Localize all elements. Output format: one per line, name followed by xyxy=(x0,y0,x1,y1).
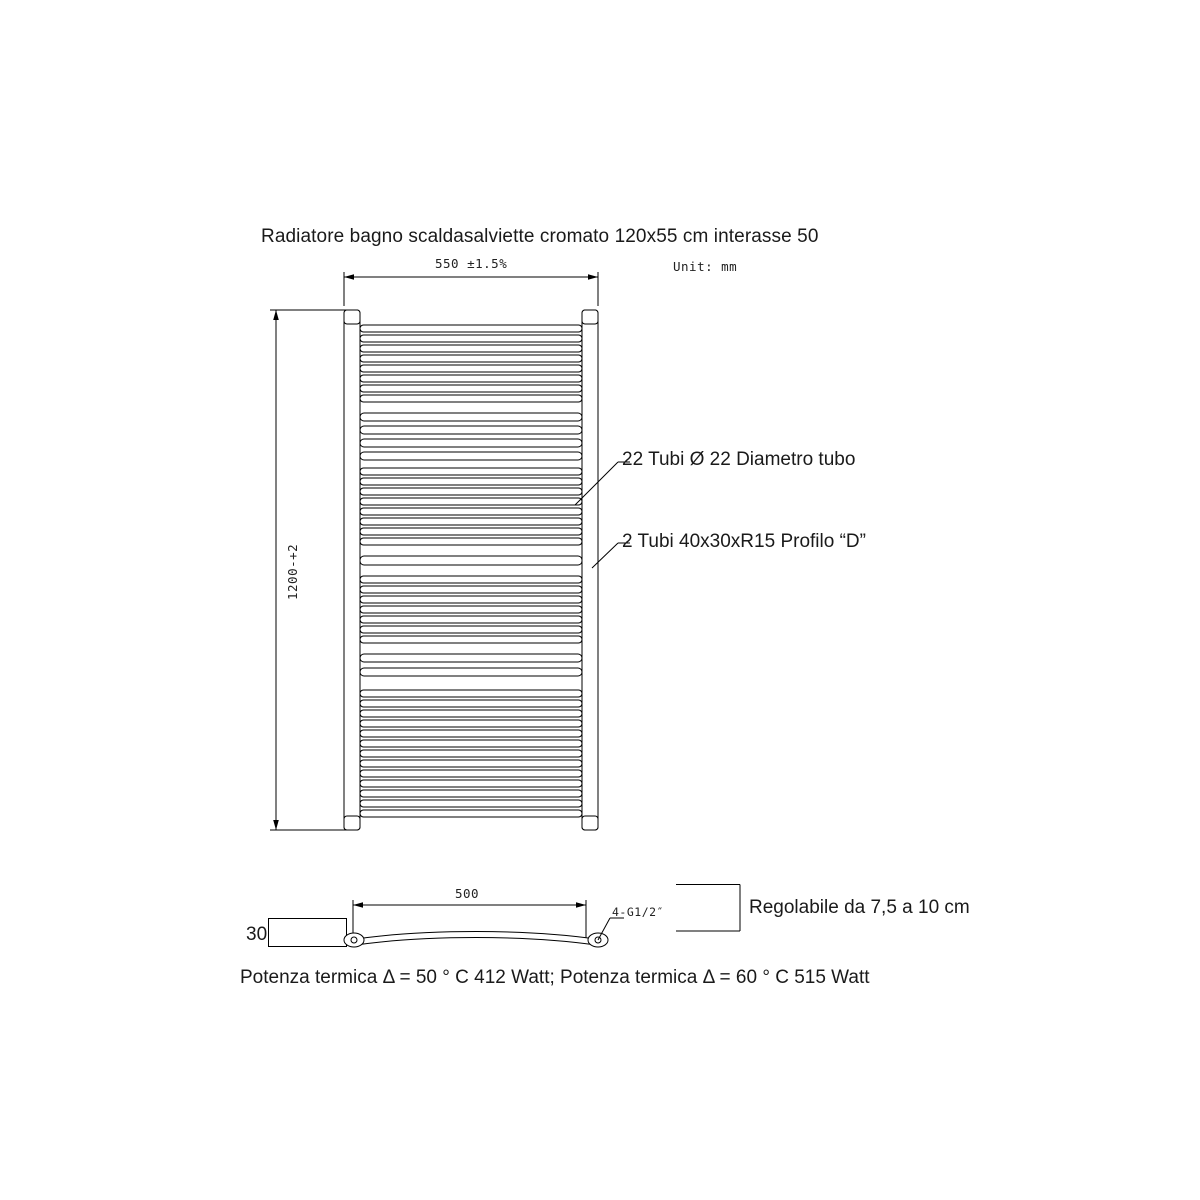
radiator-top-view xyxy=(336,918,616,952)
unit-label: Unit: mm xyxy=(673,259,738,274)
adjustable-bracket-box xyxy=(676,884,742,934)
adjustable-range-note: Regolabile da 7,5 a 10 cm xyxy=(749,897,970,918)
height-dimension-label: 1200-+2 xyxy=(285,543,300,600)
callout-tubes-round: 22 Tubi Ø 22 Diametro tubo xyxy=(622,449,856,470)
connection-size-label: 4-G1/2″ xyxy=(612,905,664,919)
depth-label-30: 30 xyxy=(246,924,268,945)
drawing-title: Radiatore bagno scaldasalviette cromato 120x55 cm interasse 50 xyxy=(261,226,819,247)
width-dimension-label: 550 ±1.5% xyxy=(435,256,508,271)
center-distance-label: 500 xyxy=(455,886,480,901)
callout-tubes-d-profile: 2 Tubi 40x30xR15 Profilo “D” xyxy=(622,531,866,552)
thermal-power-note: Potenza termica Δ = 50 ° C 412 Watt; Potenza termica Δ = 60 ° C 515 Watt xyxy=(240,967,870,988)
